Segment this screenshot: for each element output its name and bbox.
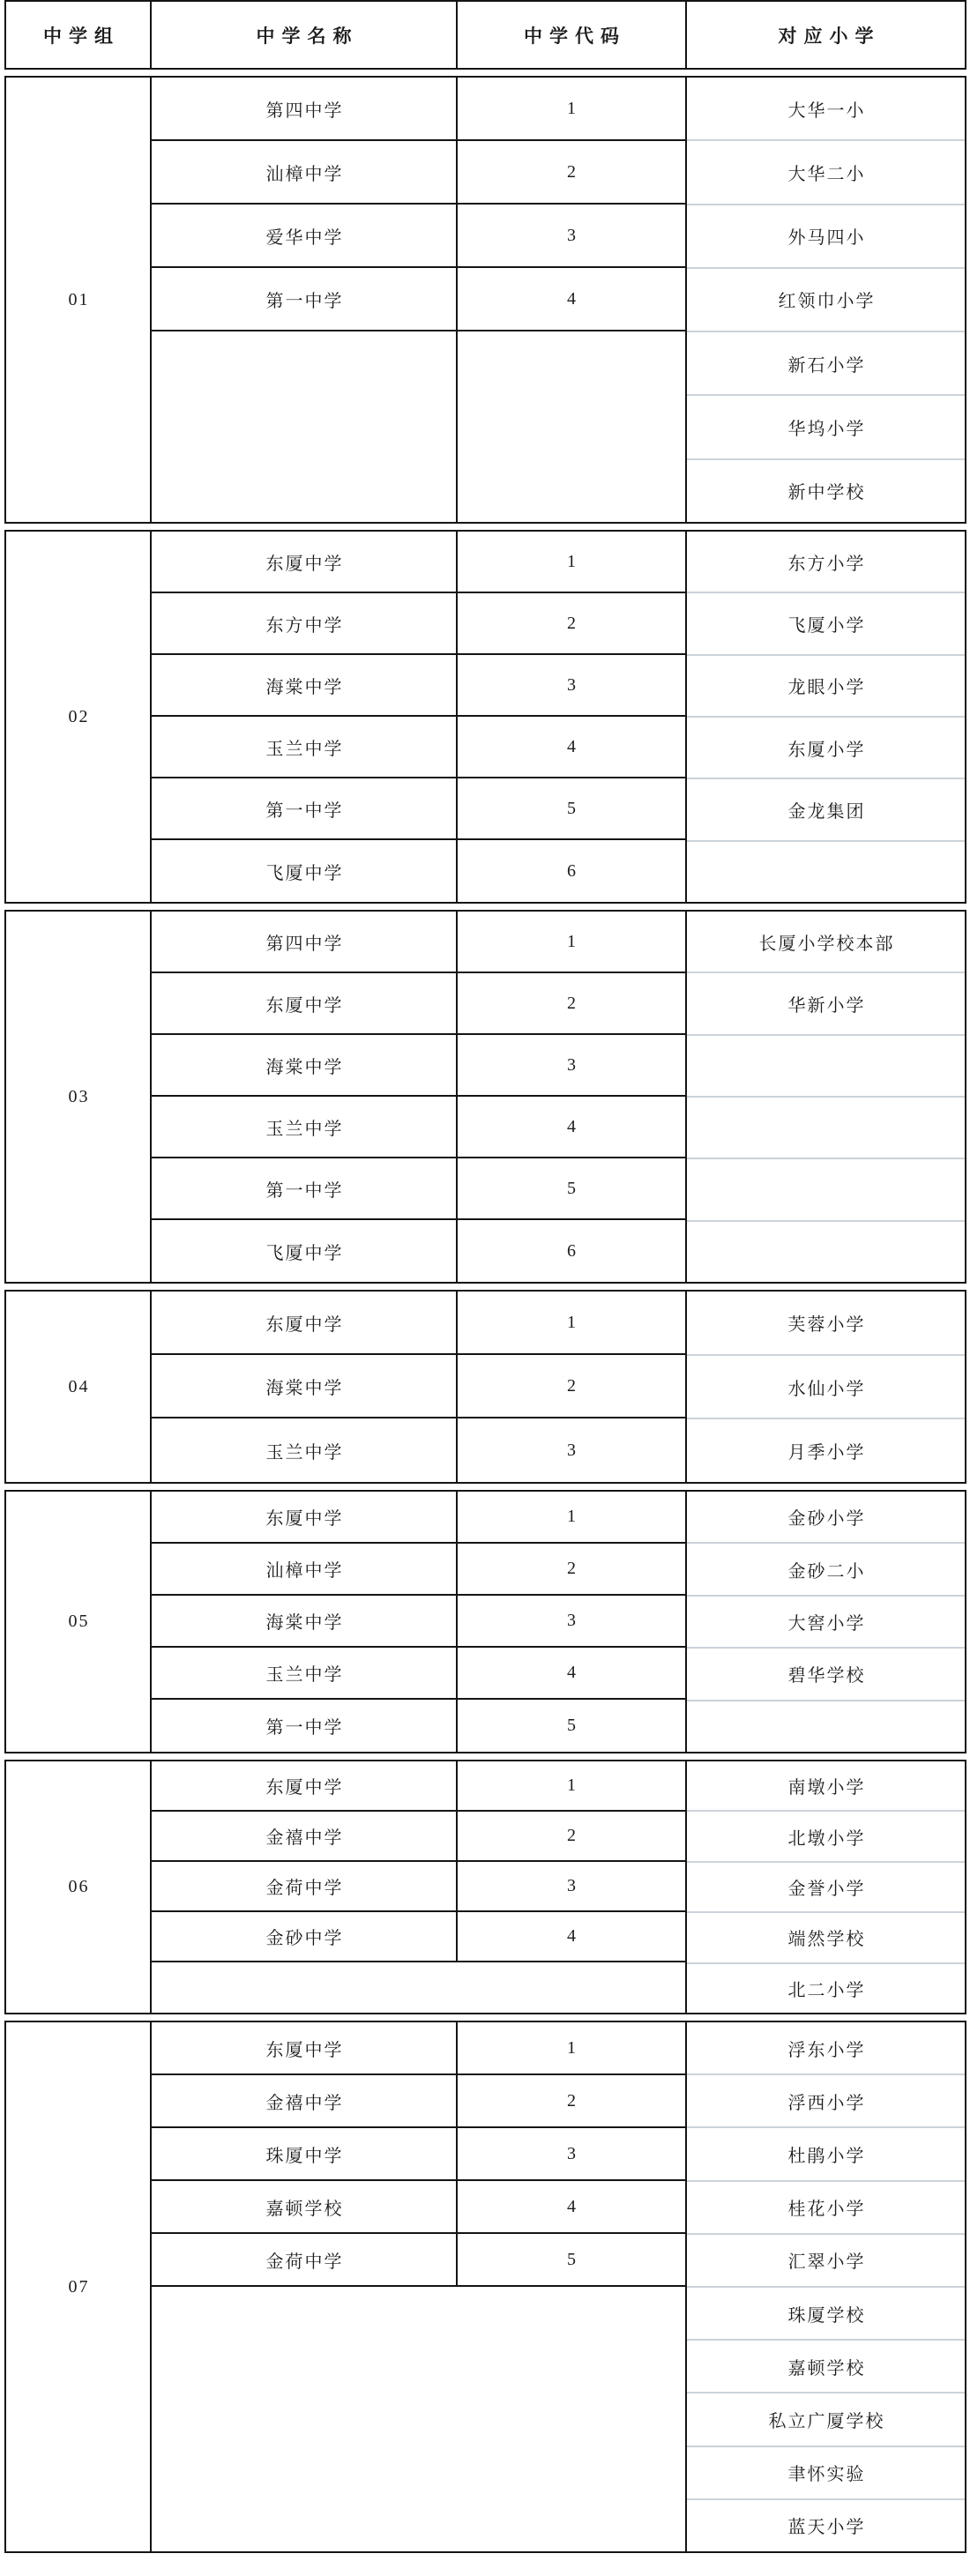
middle-school-row — [152, 1220, 687, 1282]
middle-school-name-cell: 东厦中学 — [152, 1292, 458, 1353]
group-code-cell — [6, 1292, 152, 1482]
middle-school-row — [152, 912, 687, 973]
header-cell-middle-school-code: 中学代码 — [458, 2, 687, 68]
primary-school-cell: 南墩小学 — [687, 1761, 965, 1812]
middle-school-code-cell: 5 — [458, 2234, 687, 2285]
middle-school-columns — [152, 532, 687, 902]
group-code: 02 — [68, 706, 90, 726]
primary-school-cell: 碧华学校 — [687, 1649, 965, 1701]
middle-school-name-cell: 东方中学 — [152, 593, 458, 653]
middle-school-code-cell: 3 — [458, 205, 687, 266]
group-code: 04 — [68, 1376, 90, 1396]
primary-school-cell: 私立广厦学校 — [687, 2394, 965, 2446]
primary-school-cell: 金誉小学 — [687, 1863, 965, 1913]
group-section-05 — [4, 1490, 966, 1753]
middle-school-name-cell: 金禧中学 — [152, 1812, 458, 1860]
group-section-07 — [4, 2021, 966, 2553]
middle-school-name-cell: 珠厦中学 — [152, 2128, 458, 2179]
middle-school-row — [152, 1418, 687, 1482]
primary-school-cell: 金龙集团 — [687, 779, 965, 841]
empty-middle-cell — [152, 1962, 687, 2013]
middle-school-name-cell: 东厦中学 — [152, 2022, 458, 2073]
primary-school-cell: 华坞小学 — [687, 396, 965, 459]
middle-school-code-cell: 2 — [458, 973, 687, 1033]
middle-school-name-cell: 嘉顿学校 — [152, 2181, 458, 2232]
empty-middle-cell — [152, 331, 687, 522]
primary-school-cell: 大华二小 — [687, 141, 965, 205]
middle-school-code-cell: 3 — [458, 1862, 687, 1910]
primary-school-column — [687, 78, 965, 522]
middle-school-code-cell: 3 — [458, 655, 687, 715]
empty-middle-cell — [152, 2287, 687, 2551]
middle-school-name-cell: 海棠中学 — [152, 655, 458, 715]
middle-school-code-cell: 2 — [458, 141, 687, 203]
middle-school-code-cell: 4 — [458, 2181, 687, 2232]
header-cell-middle-school-group: 中学组 — [6, 2, 152, 68]
header-cell-middle-school-name: 中学名称 — [152, 2, 458, 68]
middle-school-code-cell: 1 — [458, 1492, 687, 1542]
primary-school-cell: 东方小学 — [687, 532, 965, 593]
group-section-03 — [4, 910, 966, 1284]
empty-merged-cell — [152, 2287, 687, 2551]
middle-school-row — [152, 205, 687, 268]
middle-school-name-cell: 第一中学 — [152, 268, 458, 330]
primary-school-cell — [687, 1036, 965, 1098]
primary-school-cell: 嘉顿学校 — [687, 2341, 965, 2394]
primary-school-cell: 金砂二小 — [687, 1544, 965, 1596]
primary-school-column — [687, 532, 965, 902]
middle-school-row — [152, 141, 687, 205]
middle-school-code-cell: 6 — [458, 840, 687, 902]
group-section-04 — [4, 1290, 966, 1484]
primary-school-cell: 水仙小学 — [687, 1356, 965, 1420]
middle-school-name-cell: 玉兰中学 — [152, 1648, 458, 1698]
middle-school-name-cell: 东厦中学 — [152, 1761, 458, 1810]
middle-school-name-cell: 第四中学 — [152, 912, 458, 972]
primary-school-cell: 珠厦学校 — [687, 2288, 965, 2341]
group-code-cell — [6, 1761, 152, 2013]
primary-school-cell: 大窖小学 — [687, 1597, 965, 1649]
middle-school-columns — [152, 1492, 687, 1752]
middle-school-row — [152, 2075, 687, 2128]
middle-school-row — [152, 655, 687, 717]
primary-school-cell: 外马四小 — [687, 205, 965, 269]
middle-school-name-cell: 东厦中学 — [152, 1492, 458, 1542]
middle-school-row — [152, 1158, 687, 1220]
middle-school-columns — [152, 912, 687, 1282]
middle-school-name-cell: 玉兰中学 — [152, 1097, 458, 1157]
primary-school-cell: 杜鹃小学 — [687, 2128, 965, 2181]
middle-school-row — [152, 1292, 687, 1355]
middle-school-name-cell: 金荷中学 — [152, 1862, 458, 1910]
middle-school-code-cell: 5 — [458, 1158, 687, 1218]
middle-school-code-cell: 2 — [458, 1812, 687, 1860]
empty-code-cell — [458, 331, 687, 522]
middle-school-row — [152, 1097, 687, 1158]
middle-school-name-cell: 汕樟中学 — [152, 141, 458, 203]
middle-school-row — [152, 532, 687, 593]
primary-school-column — [687, 2022, 965, 2551]
middle-school-row — [152, 593, 687, 655]
group-code: 06 — [68, 1877, 90, 1896]
middle-school-code-cell: 1 — [458, 532, 687, 592]
primary-school-column — [687, 1492, 965, 1752]
primary-school-cell: 桂花小学 — [687, 2182, 965, 2235]
middle-school-name-cell: 第一中学 — [152, 778, 458, 838]
primary-school-cell: 新中学校 — [787, 483, 866, 503]
middle-school-code-cell: 4 — [458, 1912, 687, 1961]
middle-school-row — [152, 1596, 687, 1648]
primary-school-cell: 东厦小学 — [687, 718, 965, 779]
middle-school-row — [152, 717, 687, 778]
middle-school-name-cell: 东厦中学 — [152, 532, 458, 592]
middle-school-name-cell: 金禧中学 — [152, 2075, 458, 2126]
primary-school-cell: 金砂小学 — [687, 1492, 965, 1544]
primary-school-cell: 芙蓉小学 — [687, 1292, 965, 1356]
primary-school-cell: 红领巾小学 — [687, 269, 965, 332]
middle-school-code-cell: 1 — [458, 912, 687, 972]
primary-school-cell: 飞厦小学 — [687, 593, 965, 655]
middle-school-row — [152, 1544, 687, 1596]
group-code-cell — [6, 78, 152, 522]
group-code: 01 — [68, 289, 90, 309]
middle-school-code-cell: 1 — [458, 78, 687, 139]
middle-school-code-cell: 4 — [458, 1097, 687, 1157]
middle-school-code-cell: 5 — [458, 778, 687, 838]
group-section-01 — [4, 76, 966, 524]
middle-school-name-cell: 第四中学 — [152, 78, 458, 139]
middle-school-code-cell: 2 — [458, 2075, 687, 2126]
group-section-06 — [4, 1760, 966, 2014]
group-code: 05 — [68, 1612, 90, 1631]
middle-school-row — [152, 2022, 687, 2075]
primary-school-cell — [687, 1701, 965, 1752]
primary-school-column — [687, 912, 965, 1282]
middle-school-code-cell: 4 — [458, 268, 687, 330]
middle-school-columns — [152, 1761, 687, 2013]
middle-school-row — [152, 1700, 687, 1752]
middle-school-name-cell: 海棠中学 — [152, 1035, 458, 1095]
middle-school-row — [152, 1912, 687, 1962]
middle-school-code-cell: 2 — [458, 593, 687, 653]
middle-school-name-cell: 飞厦中学 — [152, 840, 458, 902]
primary-school-cell — [687, 1159, 965, 1221]
primary-school-cell: 月季小学 — [787, 1443, 866, 1463]
primary-school-column — [687, 1292, 965, 1482]
primary-school-cell — [687, 1098, 965, 1159]
primary-school-cell: 聿怀实验 — [687, 2447, 965, 2500]
middle-school-columns — [152, 2022, 687, 2551]
primary-school-cell — [687, 842, 965, 902]
primary-school-cell: 北墩小学 — [687, 1812, 965, 1862]
middle-school-row — [152, 2128, 687, 2181]
primary-school-cell — [687, 1222, 965, 1282]
middle-school-row — [152, 1648, 687, 1700]
middle-school-name-cell: 玉兰中学 — [152, 717, 458, 777]
middle-school-row — [152, 1761, 687, 1812]
middle-school-row — [152, 840, 687, 902]
middle-school-code-cell: 4 — [458, 1648, 687, 1698]
table-groups — [0, 76, 970, 2553]
group-code-cell — [6, 912, 152, 1282]
middle-school-name-cell: 海棠中学 — [152, 1596, 458, 1646]
middle-school-row — [152, 1035, 687, 1097]
group-code-cell — [6, 532, 152, 902]
middle-school-code-cell: 3 — [458, 1418, 687, 1482]
middle-school-name-cell: 汕樟中学 — [152, 1544, 458, 1594]
header-cell-corresponding-primary: 对应小学 — [778, 26, 881, 47]
primary-school-cell: 长厦小学校本部 — [687, 912, 965, 973]
middle-school-row — [152, 778, 687, 840]
primary-school-column — [687, 1761, 965, 2013]
primary-school-cell: 大华一小 — [687, 78, 965, 141]
middle-school-columns — [152, 1292, 687, 1482]
group-section-02 — [4, 530, 966, 904]
middle-school-row — [152, 973, 687, 1035]
primary-school-cell: 浮东小学 — [687, 2022, 965, 2075]
middle-school-code-cell: 2 — [458, 1355, 687, 1417]
primary-school-cell: 端然学校 — [687, 1913, 965, 1963]
middle-school-row — [152, 1492, 687, 1544]
empty-merged-cell — [152, 1962, 687, 2013]
middle-school-code-cell: 3 — [458, 2128, 687, 2179]
middle-school-code-cell: 1 — [458, 1292, 687, 1353]
middle-school-name-cell: 东厦中学 — [152, 973, 458, 1033]
middle-school-row — [152, 1355, 687, 1418]
middle-school-name-cell: 金砂中学 — [152, 1912, 458, 1961]
middle-school-code-cell: 3 — [458, 1035, 687, 1095]
middle-school-code-cell: 6 — [458, 1220, 687, 1282]
middle-school-row — [152, 1812, 687, 1862]
middle-school-row — [152, 268, 687, 331]
middle-school-code-cell: 4 — [458, 717, 687, 777]
middle-school-code-cell: 5 — [458, 1700, 687, 1752]
table-header-row — [4, 0, 966, 70]
group-code-cell — [6, 2022, 152, 2551]
primary-school-cell: 龙眼小学 — [687, 656, 965, 718]
middle-school-columns — [152, 78, 687, 522]
middle-school-row — [152, 78, 687, 141]
middle-school-name-cell: 爱华中学 — [152, 205, 458, 266]
primary-school-cell: 浮西小学 — [687, 2075, 965, 2128]
middle-school-code-cell: 3 — [458, 1596, 687, 1646]
primary-school-cell: 北二小学 — [787, 1980, 866, 2000]
middle-school-code-cell: 1 — [458, 2022, 687, 2073]
middle-school-row — [152, 2234, 687, 2287]
group-code: 07 — [68, 2276, 90, 2297]
middle-school-name-cell: 海棠中学 — [152, 1355, 458, 1417]
group-code-cell — [6, 1492, 152, 1752]
primary-school-cell: 新石小学 — [687, 332, 965, 396]
middle-school-code-cell: 1 — [458, 1761, 687, 1810]
middle-school-row — [152, 1862, 687, 1912]
primary-school-cell: 蓝天小学 — [787, 2518, 866, 2538]
group-code: 03 — [68, 1086, 90, 1106]
middle-school-row — [152, 2181, 687, 2234]
middle-school-name-cell: 第一中学 — [152, 1158, 458, 1218]
primary-school-cell: 汇翠小学 — [687, 2235, 965, 2288]
middle-school-name-cell: 第一中学 — [152, 1700, 458, 1752]
middle-school-name-cell: 玉兰中学 — [152, 1418, 458, 1482]
middle-school-name-cell: 飞厦中学 — [152, 1220, 458, 1282]
middle-school-name-cell: 金荷中学 — [152, 2234, 458, 2285]
middle-school-code-cell: 2 — [458, 1544, 687, 1594]
empty-name-cell — [152, 331, 458, 522]
primary-school-cell: 华新小学 — [687, 973, 965, 1035]
